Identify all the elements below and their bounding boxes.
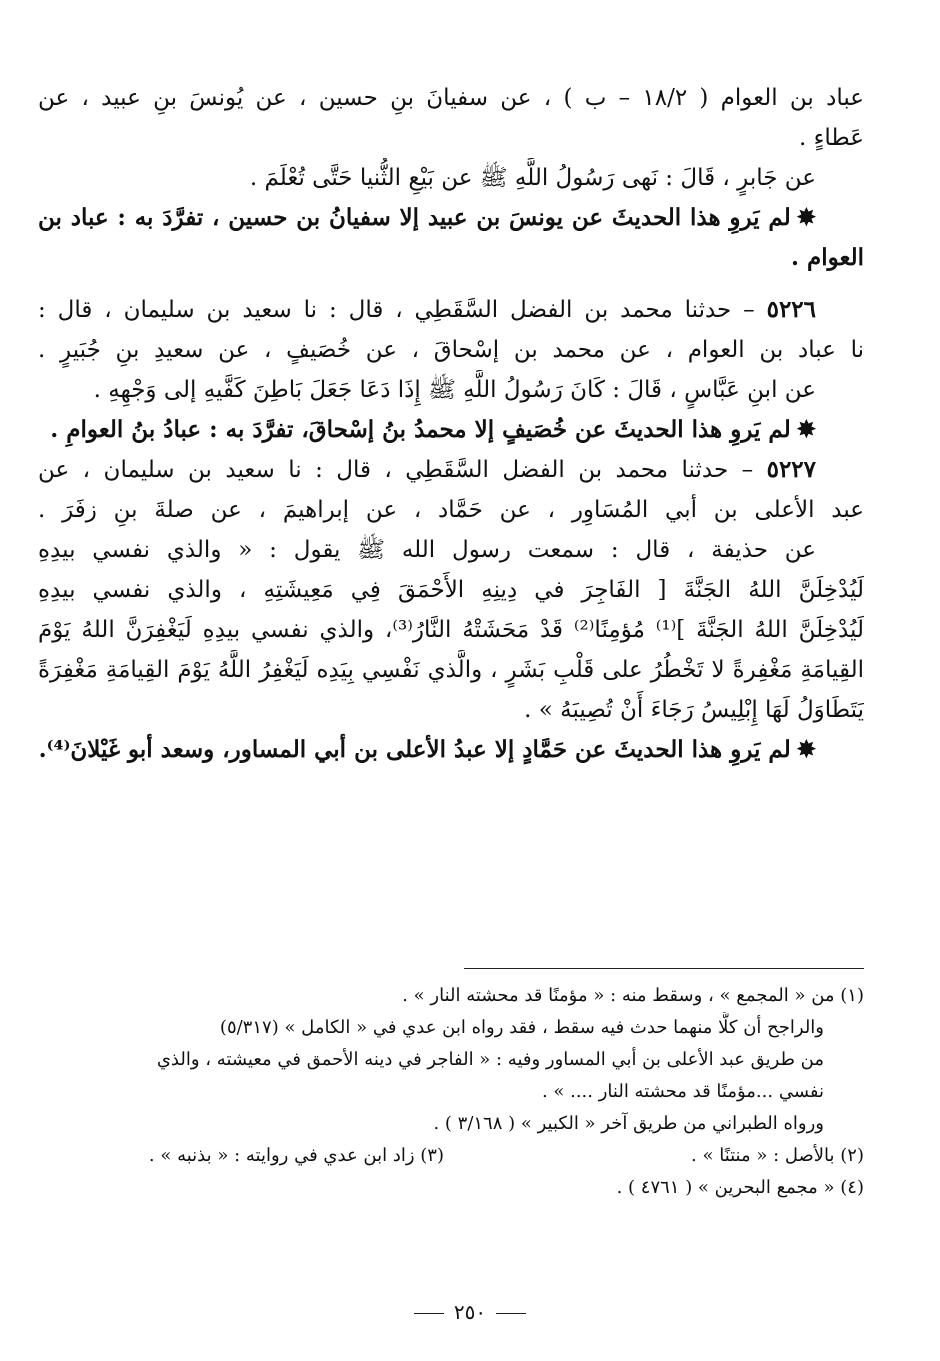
hadith-matn: عن ابنِ عَبَّاسٍ ، قَالَ : كَانَ رَسُولُ اللَّهِ ﷺ إِذَا دَعَا جَعَلَ بَاطِنَ كَفَّيهِ إلى وَجْهِهِ . (93, 377, 816, 403)
commentary-line (38, 198, 864, 238)
commentary-text: لم يَروِ هذا الحديثَ عن خُصَيفٍ إلا محمدُ بنُ إسْحاقَ، تفرَّدَ به : عبادُ بنُ العوامِ . (50, 416, 791, 443)
footnote-1: (١) من « المجمع » ، وسقط منه : « مؤمنًا قد محشته النار » . (402, 985, 864, 1006)
footnote-1-line: ورواه الطبراني من طريق آخر « الكبير » ( ٣/١٦٨ ) . (433, 1113, 824, 1134)
hadith-5227-line (38, 450, 864, 490)
footnote-1-line: من طريق عبد الأعلى بن أبي المساور وفيه : « الفاجر في دينه الأحمق في معيشته ، والذي (156, 1049, 824, 1070)
dash-left (496, 1313, 526, 1314)
footnote-1-line: والراجح أن كلًّا منهما حدث فيه سقط ، فقد رواه ابن عدي في « الكامل » (٥/٣١٧) (219, 1017, 824, 1038)
hadith-matn: لَيُدْخِلَنَّ اللهُ الجَنَّةَ ]⁽¹⁾ مُؤمِنًا⁽²⁾ قَدْ مَحَشَتْهُ النَّارُ⁽³⁾، والذي نفسي بيدِهِ لَيَغْفِرَنَّ اللهُ يَوْمَ (38, 617, 864, 643)
hadith-matn: عن حذيفة ، قال : سمعت رسول الله ﷺ يقول : « والذي نفسي بيدِهِ (38, 537, 816, 563)
commentary-line: العوام . (790, 244, 864, 271)
commentary-line (38, 410, 864, 450)
dash-right (414, 1313, 444, 1314)
hadith-number: ٥٢٢٧ (766, 456, 817, 483)
star-icon: ✸ (796, 736, 816, 763)
footnote-4: (٤) « مجمع البحرين » ( ٤٧٦١ ) . (616, 1177, 864, 1198)
page-footer (0, 1300, 940, 1324)
footnotes (38, 980, 864, 1204)
footnote-row (38, 1140, 864, 1172)
footnote-3: (٣) زاد ابن عدي في روايته : « بذنبه » . (148, 1145, 444, 1166)
footnote-1-line: نفسي ...مؤمنًا قد محشته النار .... » . (541, 1081, 824, 1102)
footnote-separator (464, 968, 864, 969)
star-icon: ✸ (796, 204, 816, 231)
commentary-text: لم يَروِ هذا الحديثَ عن حَمَّادٍ إلا عبدُ الأعلى بن أبي المساور، وسعد أبو غَيْلانَ⁽⁴⁾. (38, 736, 791, 763)
text-line: عبد الأعلى بن أبي المُسَاوِر ، عن حَمَّاد ، عن إبراهيمَ ، عن صلةَ بنِ زفَرَ . (38, 497, 864, 523)
hadith-number: ٥٢٢٦ (766, 296, 817, 323)
hadith-5226-line (38, 290, 864, 330)
isnad-text: – حدثنا محمد بن الفضل السَّقَطِي ، قال : نا سعيد بن سليمان ، قال : (38, 297, 755, 323)
text-line: عَطاءٍ . (798, 125, 864, 151)
text-line: عباد بن العوام ( ١٨/٢ – ب ) ، عن سفيانَ بنِ حسين ، عن يُونسَ بنِ عبيد ، عن (38, 85, 864, 111)
footnote-2: (٢) بالأصل : « منتنًا » . (691, 1145, 864, 1166)
text-line: نا عباد بن العوام ، عن محمد بن إسْحاقَ ، عن خُصَيفٍ ، عن سعيدِ بنِ جُبَيرٍ . (38, 337, 864, 363)
commentary-text: لم يَروِ هذا الحديثَ عن يونسَ بن عبيد إلا سفيانُ بن حسين ، تفرَّدَ به : عباد بن (38, 204, 791, 231)
hadith-matn: لَيُدْخِلَنَّ اللهُ الجَنَّةَ [ الفَاجِرَ في دِينِهِ الأَحْمَقَ فِي مَعِيشَتِهِ ، والذي نفسي بيدِهِ (38, 577, 864, 603)
commentary-line (38, 730, 864, 770)
main-text (38, 78, 864, 770)
star-icon: ✸ (796, 416, 816, 443)
hadith-matn: يَتَطَاوَلُ لَهَا إِبْلِيسُ رَجَاءَ أَنْ تُصِيبَهُ » . (524, 697, 864, 723)
isnad-text: – حدثنا محمد بن الفضل السَّقَطِي ، قال : نا سعيد بن سليمان ، عن (38, 457, 754, 483)
hadith-matn: عن جَابرٍ ، قَالَ : نَهى رَسُولُ اللَّهِ ﷺ عن بَيْعِ الثُّنيا حَتَّى تُعْلَمَ . (249, 165, 816, 191)
hadith-matn: القِيامَةِ مَغْفِرةً لا تَخْطُرُ على قَلْبِ بَشَرٍ ، والَّذي نَفْسِي بِيَدِه لَيَغْفِرُ اللَّهُ يَوْمَ القِيامَةِ مَغْفِرَةً (38, 657, 864, 683)
page-number: ٢٥٠ (453, 1300, 487, 1324)
